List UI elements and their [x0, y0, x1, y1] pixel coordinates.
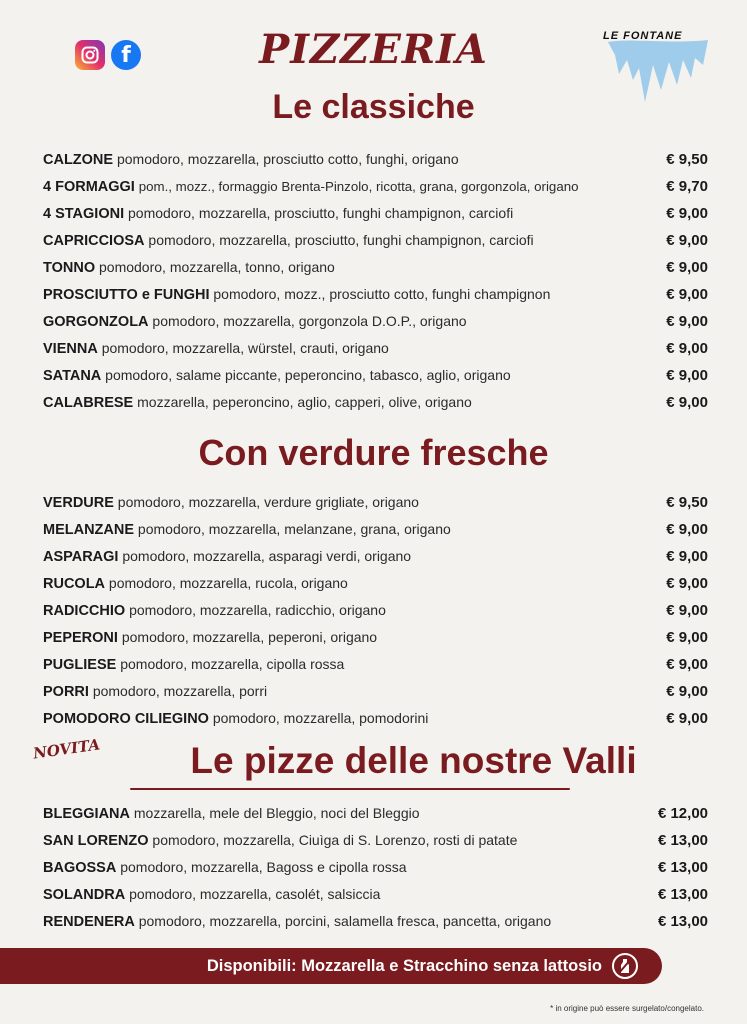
menu-item [43, 705, 708, 732]
item-price: € 9,00 [666, 575, 708, 592]
item-name: CALZONE [43, 152, 114, 168]
menu-item [43, 908, 708, 935]
menu-item [43, 854, 708, 881]
menu-item [43, 389, 708, 416]
item-desc: pomodoro, mozzarella, Bagoss e cipolla rossa [120, 859, 407, 875]
item-desc: pomodoro, mozzarella, porcini, salamella fresca, pancetta, origano [138, 913, 552, 929]
item-price: € 9,00 [666, 232, 708, 249]
item-desc: pomodoro, mozzarella, prosciutto, funghi champignon, carciofi [128, 205, 514, 221]
item-desc: pomodoro, mozzarella, casolét, salsiccia [129, 886, 381, 902]
item-name: SAN LORENZO [43, 833, 149, 849]
item-name: TONNO [43, 260, 96, 276]
item-price: € 9,00 [666, 548, 708, 565]
item-desc: pom., mozz., formaggio Brenta-Pinzolo, ricotta, grana, gorgonzola, origano [138, 179, 579, 194]
item-price: € 9,00 [666, 602, 708, 619]
item-desc: pomodoro, mozzarella, würstel, crauti, origano [101, 340, 389, 356]
menu-item [43, 881, 708, 908]
item-name: PORRI [43, 684, 89, 700]
menu-item [43, 651, 708, 678]
menu-item [43, 308, 708, 335]
menu-item [43, 200, 708, 227]
item-desc: mozzarella, peperoncino, aglio, capperi, olive, origano [137, 394, 472, 410]
item-price: € 12,00 [657, 805, 708, 822]
menu-item [43, 173, 708, 200]
item-name: CAPRICCIOSA [43, 233, 145, 249]
item-price: € 9,70 [666, 178, 708, 195]
item-desc: pomodoro, mozzarella, cipolla rossa [120, 656, 345, 672]
menu-list-verdure [43, 489, 708, 732]
item-price: € 13,00 [657, 859, 708, 876]
item-price: € 9,00 [666, 313, 708, 330]
menu-item [43, 597, 708, 624]
item-name: VIENNA [43, 341, 98, 357]
item-price: € 13,00 [657, 913, 708, 930]
item-name: 4 STAGIONI [43, 206, 125, 222]
menu-item [43, 254, 708, 281]
menu-item [43, 543, 708, 570]
item-name: RUCOLA [43, 576, 106, 592]
item-price: € 9,00 [666, 340, 708, 357]
item-price: € 9,00 [666, 205, 708, 222]
menu-item [43, 570, 708, 597]
item-name: PROSCIUTTO e FUNGHI [43, 287, 210, 303]
item-name: CALABRESE [43, 395, 134, 411]
item-name: POMODORO CILIEGINO [43, 711, 209, 727]
logo-text: LE FONTANE [603, 30, 683, 42]
item-name: BAGOSSA [43, 860, 117, 876]
item-name: BLEGGIANA [43, 806, 130, 822]
item-desc: pomodoro, mozzarella, prosciutto, funghi champignon, carciofi [148, 232, 534, 248]
page-title: PIZZERIA [259, 26, 488, 73]
item-price: € 9,00 [666, 656, 708, 673]
item-desc: mozzarella, mele del Bleggio, noci del Bleggio [133, 805, 420, 821]
item-price: € 9,00 [666, 683, 708, 700]
section-underline [130, 788, 570, 790]
item-desc: pomodoro, mozzarella, Ciuìga di S. Lorenzo, rosti di patate [152, 832, 518, 848]
item-desc: pomodoro, mozzarella, pomodorini [212, 710, 429, 726]
item-desc: pomodoro, mozzarella, porri [92, 683, 268, 699]
item-name: 4 FORMAGGI [43, 179, 135, 195]
item-price: € 9,00 [666, 367, 708, 384]
item-desc: pomodoro, mozzarella, gorgonzola D.O.P., origano [152, 313, 467, 329]
section-title-classiche: Le classiche [272, 88, 475, 126]
footnote: * in origine può essere surgelato/congelato. [550, 1004, 704, 1013]
lactose-free-banner [0, 948, 662, 984]
item-desc: pomodoro, mozzarella, peperoni, origano [121, 629, 378, 645]
menu-list-classiche [43, 146, 708, 416]
menu-item [43, 146, 708, 173]
item-desc: pomodoro, mozzarella, radicchio, origano [129, 602, 386, 618]
item-price: € 9,00 [666, 521, 708, 538]
item-name: GORGONZOLA [43, 314, 149, 330]
facebook-glyph: f [121, 42, 131, 68]
item-name: RADICCHIO [43, 603, 126, 619]
menu-item [43, 335, 708, 362]
menu-item [43, 827, 708, 854]
item-name: PUGLIESE [43, 657, 117, 673]
item-desc: pomodoro, mozzarella, tonno, origano [99, 259, 335, 275]
item-desc: pomodoro, mozzarella, asparagi verdi, origano [122, 548, 412, 564]
item-desc: pomodoro, mozz., prosciutto cotto, funghi champignon [213, 286, 551, 302]
section-title-valli: Le pizze delle nostre Valli [190, 740, 637, 781]
menu-item [43, 489, 708, 516]
item-price: € 9,00 [666, 710, 708, 727]
item-desc: pomodoro, mozzarella, rucola, origano [108, 575, 348, 591]
menu-item [43, 516, 708, 543]
menu-item [43, 800, 708, 827]
item-price: € 9,50 [666, 151, 708, 168]
menu-list-valli [43, 800, 708, 935]
menu-item [43, 678, 708, 705]
item-name: PEPERONI [43, 630, 118, 646]
item-price: € 9,50 [666, 494, 708, 511]
item-price: € 9,00 [666, 259, 708, 276]
item-price: € 9,00 [666, 286, 708, 303]
lactose-free-icon [612, 953, 638, 979]
section-title-verdure: Con verdure fresche [198, 432, 549, 473]
menu-item [43, 281, 708, 308]
item-desc: pomodoro, mozzarella, melanzane, grana, origano [137, 521, 451, 537]
item-price: € 9,00 [666, 394, 708, 411]
item-price: € 13,00 [657, 832, 708, 849]
item-name: MELANZANE [43, 522, 135, 538]
menu-item [43, 227, 708, 254]
item-name: SATANA [43, 368, 102, 384]
item-name: ASPARAGI [43, 549, 119, 565]
item-name: VERDURE [43, 495, 114, 511]
item-desc: pomodoro, salame piccante, peperoncino, tabasco, aglio, origano [105, 367, 511, 383]
novita-badge: NOVITA [32, 735, 102, 763]
menu-item [43, 624, 708, 651]
item-name: SOLANDRA [43, 887, 126, 903]
item-price: € 13,00 [657, 886, 708, 903]
item-price: € 9,00 [666, 629, 708, 646]
item-name: RENDENERA [43, 914, 135, 930]
item-desc: pomodoro, mozzarella, prosciutto cotto, funghi, origano [116, 151, 459, 167]
banner-text: Disponibili: Mozzarella e Stracchino senza lattosio [206, 956, 602, 975]
item-desc: pomodoro, mozzarella, verdure grigliate, origano [117, 494, 419, 510]
menu-item [43, 362, 708, 389]
